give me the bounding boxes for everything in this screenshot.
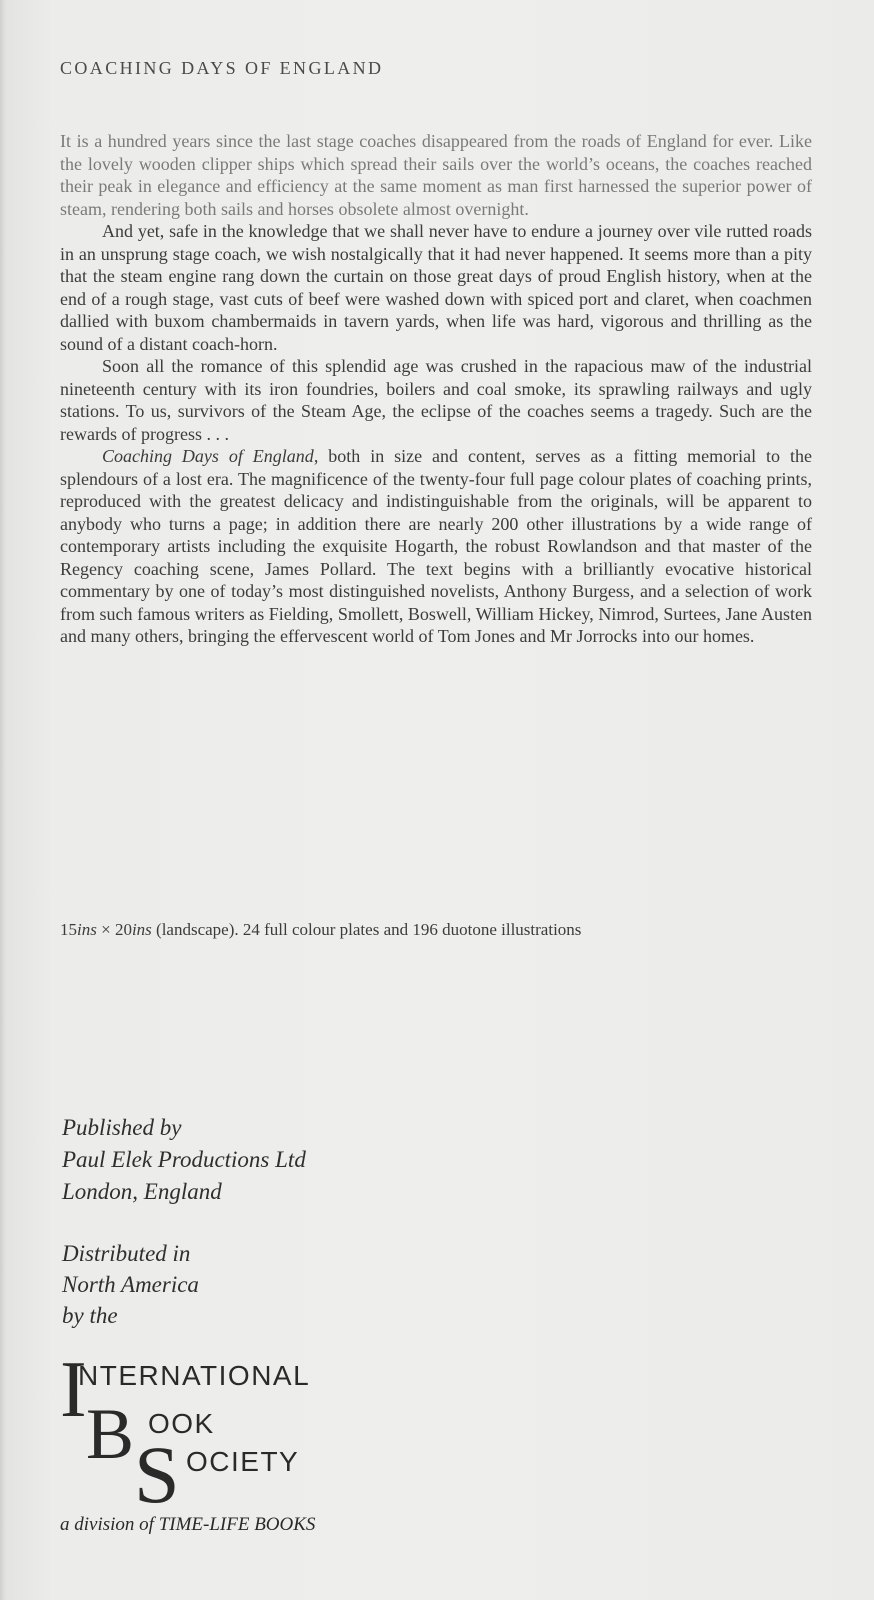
book-specifications: [60, 920, 581, 940]
division-note: a division of TIME-LIFE BOOKS: [60, 1514, 316, 1535]
publisher-location: London, England: [62, 1179, 222, 1204]
spec-height: 20: [114, 920, 132, 939]
publisher-line-1: Published by: [62, 1115, 182, 1140]
spec-times: ×: [96, 920, 115, 939]
spec-width: 15: [60, 920, 77, 939]
publisher-block: [62, 1112, 306, 1208]
paragraph-progress: Soon all the romance of this splendid age was crushed in the rapacious maw of the industrial nineteenth century with its iron foundries, boilers and coal smoke, its sprawling railways and ugly stations. To us, survivors of the Steam Age, the eclipse of the coaches seems a tragedy. Such are the rewards of progress . . .: [60, 356, 812, 444]
paragraph-book-description: [60, 445, 812, 648]
flap-left-edge: [0, 0, 6, 1600]
logo-word-society: OCIETY: [186, 1446, 300, 1477]
distributor-line-1: Distributed in: [62, 1241, 191, 1266]
logo-initial-i: I: [60, 1346, 87, 1434]
distributor-line-3: by the: [62, 1303, 118, 1328]
page-title: COACHING DAYS OF ENGLAND: [60, 58, 384, 78]
spec-width-unit: ins: [77, 920, 97, 939]
paragraph-nostalgia: And yet, safe in the knowledge that we shall never have to endure a journey over vile rutted roads in an unsprung stage coach, we wish nostalgically that it had never happened. It seems more than a pity that the steam engine rang down the curtain on those great days of proud English history, when at the end of a rough stage, vast cuts of beef were washed down with spiced port and claret, when coachmen dallied with buxom chambermaids in tavern yards, when life was hard, vigorous and thrilling as the sound of a distant coach-horn.: [60, 221, 812, 354]
logo-word-book: OOK: [148, 1408, 215, 1439]
logo-initial-s: S: [134, 1429, 180, 1520]
logo-initial-b: B: [86, 1394, 135, 1474]
description-text: [60, 130, 812, 648]
distributor-block: [62, 1238, 199, 1331]
book-description-text: , both in size and content, serves as a fitting memorial to the splendours of a lost era. The magnificence of the twenty-four full page colour plates of coaching prints, reproduced with the greatest delicacy and indistinguishable from the originals, will be apparent to anybody who turns a page; in addition there are nearly 200 other illustrations by a wide range of contemporary artists including the exquisite Hogarth, the robust Rowlandson and that master of the Regency coaching scene, James Pollard. The text begins with a brilliantly evocative historical commentary by one of today’s most distinguished novelists, Anthony Burgess, and a selection of work from such famous writers as Fielding, Smollett, Boswell, William Hickey, Nimrod, Surtees, Jane Austen and many others, bringing the effervescent world of Tom Jones and Mr Jorrocks into our homes.: [60, 446, 812, 646]
international-book-society-logo: [60, 1346, 390, 1520]
paragraph-intro: [60, 130, 812, 220]
spec-height-unit: ins: [131, 920, 152, 939]
paragraph-intro-text: It is a hundred years since the last stage coaches disappeared from the roads of England for ever. Like the lovely wooden clipper ships which spread their sails over the world’s oceans, the coaches reached their peak in elegance and efficiency at the same moment as man first harnessed the superior power of steam, rendering both sails and horses obsolete almost overnight.: [60, 131, 812, 219]
spec-details: (landscape). 24 full colour plates and 196 duotone illustrations: [151, 920, 582, 939]
publisher-name: Paul Elek Productions Ltd: [62, 1147, 306, 1172]
book-title-italic: Coaching Days of England: [102, 446, 314, 466]
logo-word-international: NTERNATIONAL: [78, 1360, 311, 1391]
distributor-line-2: North America: [62, 1272, 199, 1297]
